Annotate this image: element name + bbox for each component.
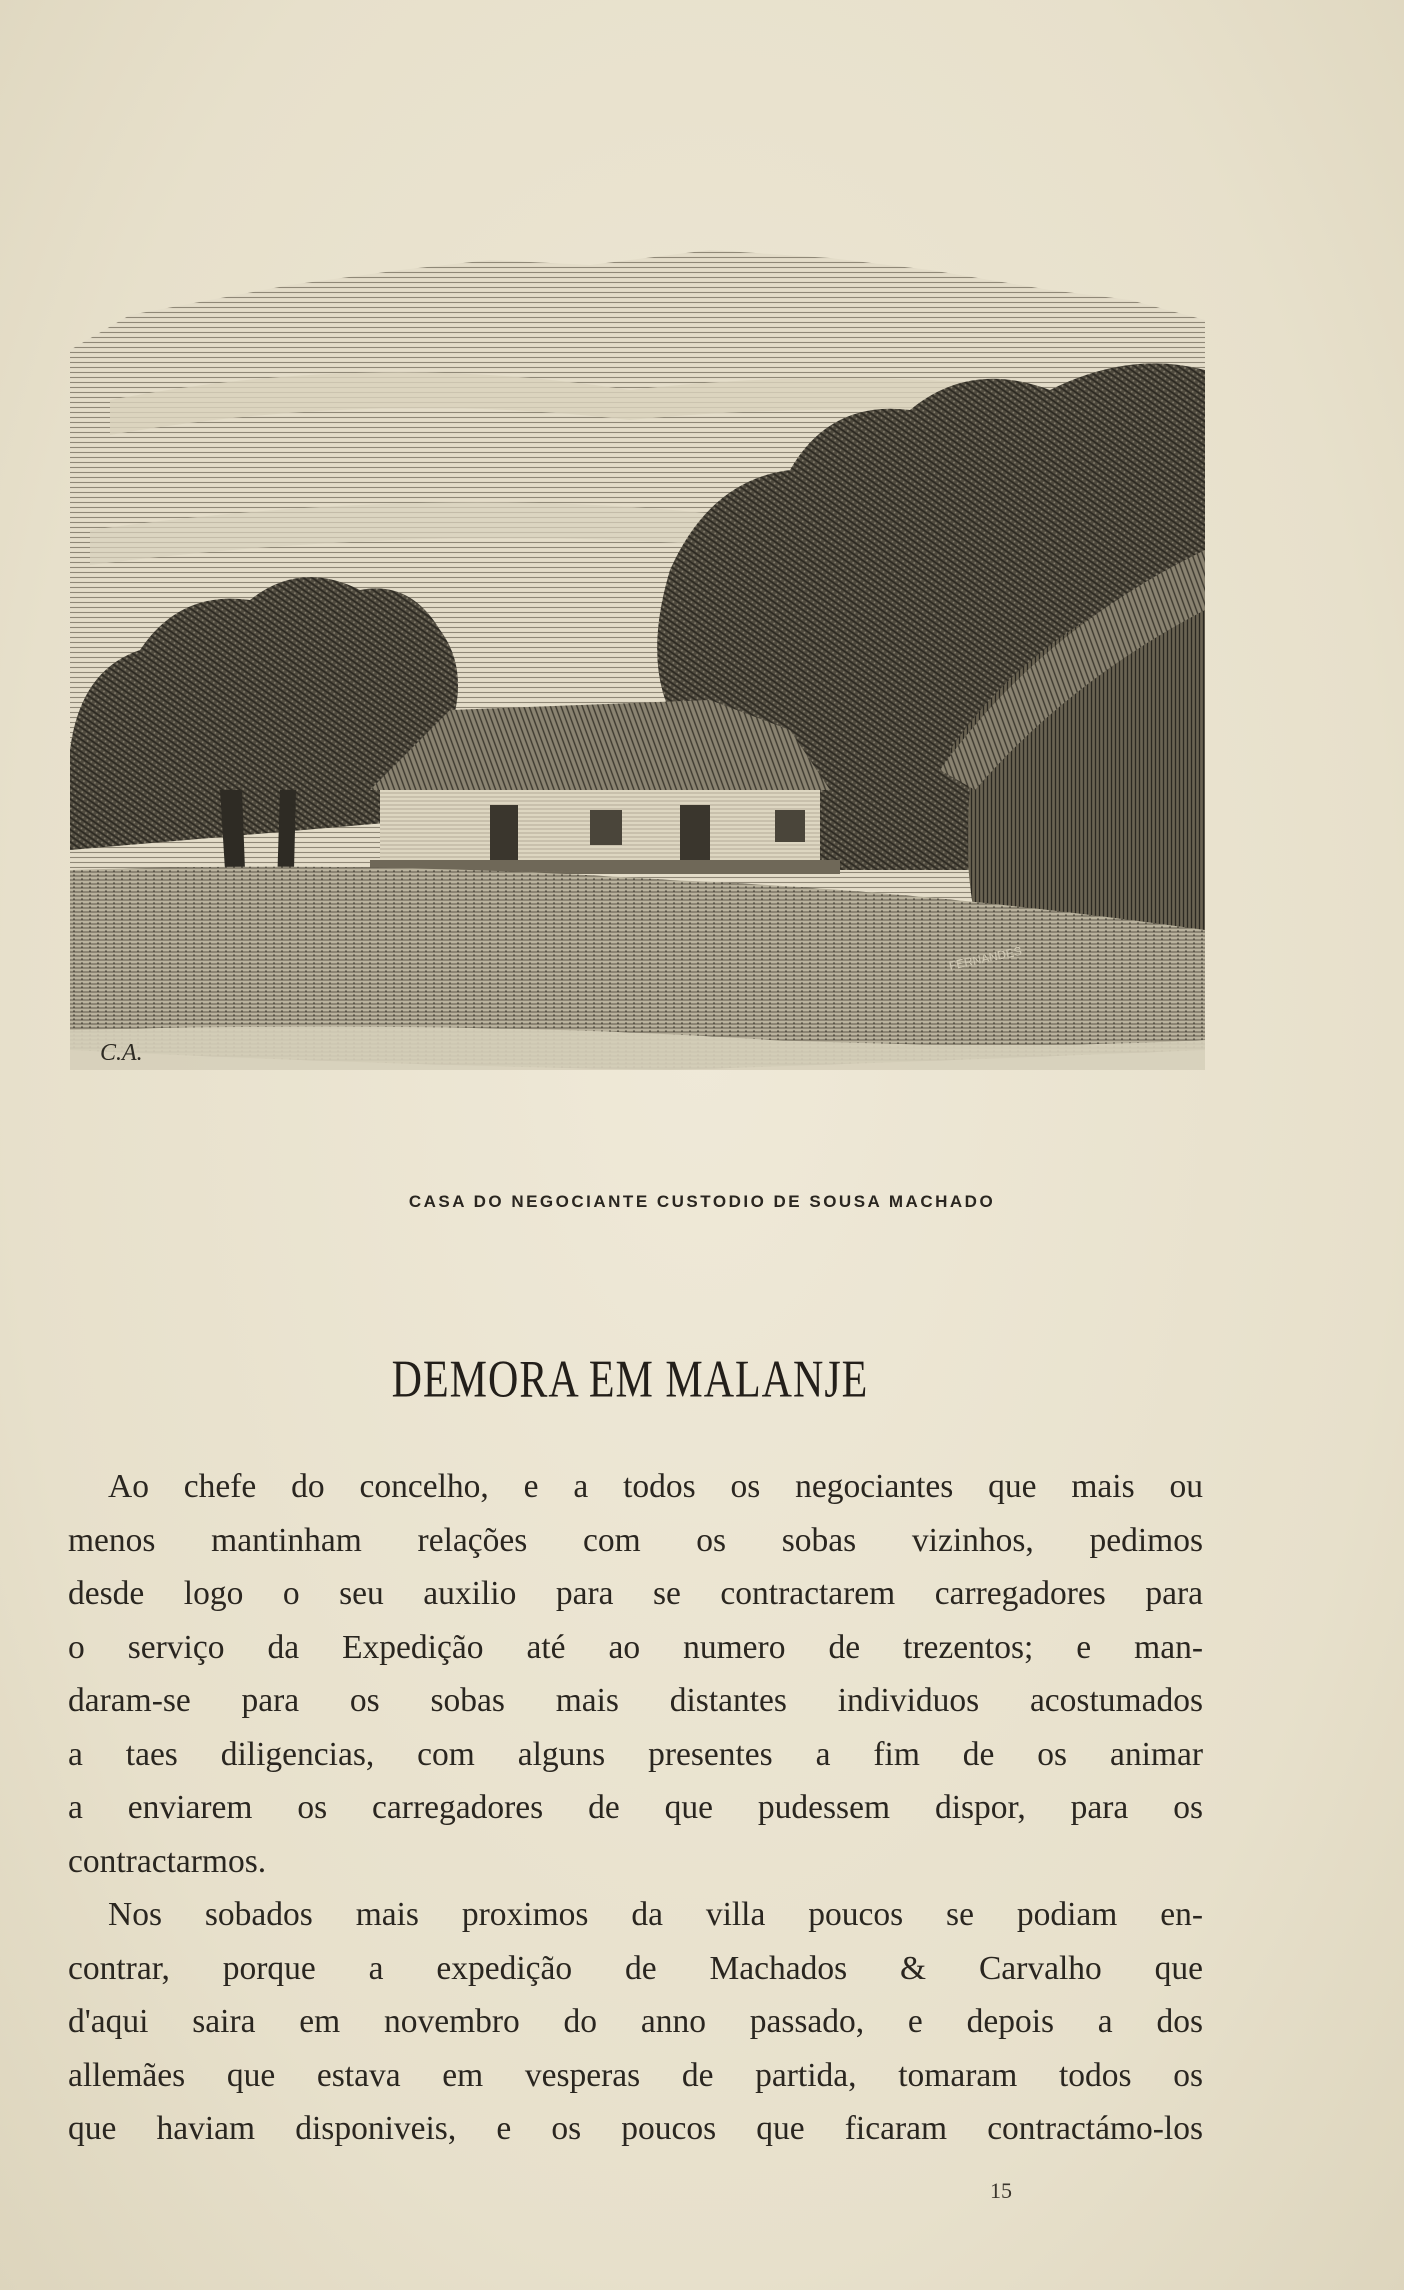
paragraph	[68, 1460, 1203, 1888]
engraver-signature-left: C.A.	[100, 1040, 143, 1066]
text-line: que haviam disponiveis, e os poucos que ficaram contractámo-los	[68, 2110, 1203, 2147]
illustration-caption: CASA DO NEGOCIANTE CUSTODIO DE SOUSA MACHADO	[408, 1192, 996, 1211]
text-line: Nos sobados mais proximos da villa poucos se podiam en-	[108, 1896, 1203, 1933]
text-line: a enviarem os carregadores de que pudessem dispor, para os	[68, 1789, 1203, 1826]
body-text	[68, 1460, 1203, 2156]
text-line: daram-se para os sobas mais distantes individuos acostumados	[68, 1682, 1203, 1719]
chapter-heading: DEMORA EM MALANJE	[391, 1351, 869, 1409]
paragraph	[68, 1888, 1203, 2156]
text-line: allemães que estava em vesperas de partida, tomaram todos os	[68, 2056, 1203, 2094]
text-line: o serviço da Expedição até ao numero de trezentos; e man-	[68, 1628, 1203, 1666]
engraver-signature-right: FERNANDES	[947, 943, 1024, 973]
text-line: contractarmos.	[68, 1842, 267, 1880]
text-line: contrar, porque a expedição de Machados & Carvalho que	[68, 1949, 1203, 1987]
text-line: desde logo o seu auxilio para se contractarem carregadores para	[68, 1575, 1203, 1612]
engraving-illustration	[70, 230, 1205, 1130]
text-line: menos mantinham relações com os sobas vizinhos, pedimos	[68, 1521, 1203, 1559]
text-line: Ao chefe do concelho, e a todos os negociantes que mais ou	[108, 1468, 1203, 1505]
text-line: a taes diligencias, com alguns presentes a fim de os animar	[68, 1735, 1203, 1773]
text-line: d'aqui saira em novembro do anno passado, e depois a dos	[68, 2003, 1203, 2040]
page-number: 15	[990, 2178, 1012, 2203]
